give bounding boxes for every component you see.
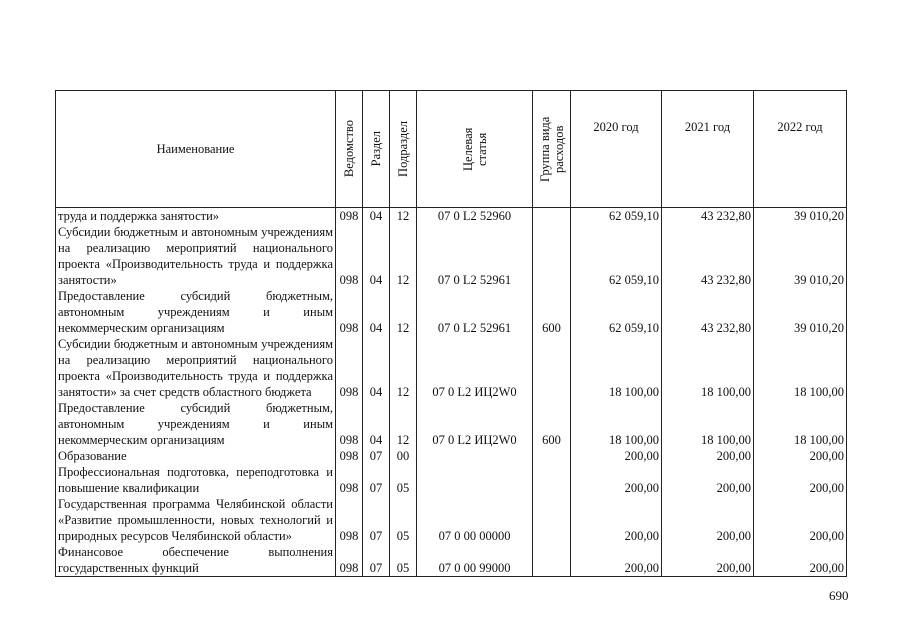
row-subsection: 12 bbox=[390, 224, 417, 288]
row-2020: 62 059,10 bbox=[571, 208, 662, 225]
table-row bbox=[56, 288, 847, 336]
row-group bbox=[533, 448, 571, 464]
row-subsection: 05 bbox=[390, 544, 417, 577]
header-2020 bbox=[571, 91, 662, 208]
table-row bbox=[56, 464, 847, 496]
row-name: Предоставление субсидий бюджетным, автономным учреждениям и иным некоммерческим организациям bbox=[56, 400, 336, 448]
row-2020: 18 100,00 bbox=[571, 400, 662, 448]
table-row bbox=[56, 224, 847, 288]
row-section: 04 bbox=[363, 400, 390, 448]
row-2021: 43 232,80 bbox=[662, 224, 754, 288]
row-dept: 098 bbox=[336, 544, 363, 577]
row-2022: 200,00 bbox=[754, 544, 847, 577]
row-target: 07 0 L2 ИЦ2W0 bbox=[417, 400, 533, 448]
row-group bbox=[533, 336, 571, 400]
row-group bbox=[533, 544, 571, 577]
row-2022: 200,00 bbox=[754, 448, 847, 464]
row-subsection: 12 bbox=[390, 288, 417, 336]
header-2020-label: 2020 год bbox=[593, 120, 639, 134]
header-section-label: Раздел bbox=[369, 131, 383, 167]
row-target: 07 0 00 00000 bbox=[417, 496, 533, 544]
header-subsection bbox=[390, 91, 417, 208]
row-target: 07 0 L2 ИЦ2W0 bbox=[417, 336, 533, 400]
row-section: 07 bbox=[363, 544, 390, 577]
row-2022: 18 100,00 bbox=[754, 400, 847, 448]
header-dept bbox=[336, 91, 363, 208]
row-2022: 39 010,20 bbox=[754, 208, 847, 225]
row-section: 07 bbox=[363, 464, 390, 496]
table-row bbox=[56, 544, 847, 577]
row-2020: 200,00 bbox=[571, 464, 662, 496]
row-section: 04 bbox=[363, 336, 390, 400]
row-dept: 098 bbox=[336, 336, 363, 400]
row-dept: 098 bbox=[336, 496, 363, 544]
row-subsection: 05 bbox=[390, 496, 417, 544]
row-section: 07 bbox=[363, 448, 390, 464]
row-subsection: 00 bbox=[390, 448, 417, 464]
row-name: Образование bbox=[56, 448, 336, 464]
row-dept: 098 bbox=[336, 288, 363, 336]
row-group bbox=[533, 224, 571, 288]
row-2020: 200,00 bbox=[571, 496, 662, 544]
row-name: труда и поддержка занятости» bbox=[56, 208, 336, 225]
row-2021: 200,00 bbox=[662, 544, 754, 577]
row-dept: 098 bbox=[336, 448, 363, 464]
row-target: 07 0 L2 52961 bbox=[417, 224, 533, 288]
row-2022: 39 010,20 bbox=[754, 288, 847, 336]
row-subsection: 12 bbox=[390, 336, 417, 400]
row-2022: 200,00 bbox=[754, 496, 847, 544]
table-row bbox=[56, 208, 847, 225]
row-2020: 18 100,00 bbox=[571, 336, 662, 400]
row-2022: 200,00 bbox=[754, 464, 847, 496]
row-2020: 200,00 bbox=[571, 544, 662, 577]
header-dept-label: Ведомство bbox=[342, 120, 356, 178]
header-subsection-label: Подраздел bbox=[396, 121, 410, 177]
table-row bbox=[56, 448, 847, 464]
row-name: Субсидии бюджетным и автономным учреждениям на реализацию мероприятий национального проекта «Производительность труда и поддержка занятости» bbox=[56, 224, 336, 288]
table-row bbox=[56, 400, 847, 448]
row-2021: 200,00 bbox=[662, 464, 754, 496]
header-2022-label: 2022 год bbox=[777, 120, 823, 134]
row-section: 07 bbox=[363, 496, 390, 544]
table-row bbox=[56, 336, 847, 400]
row-2020: 62 059,10 bbox=[571, 288, 662, 336]
header-name-label: Наименование bbox=[156, 142, 235, 156]
row-target bbox=[417, 448, 533, 464]
header-2021-label: 2021 год bbox=[684, 120, 731, 134]
row-target: 07 0 L2 52960 bbox=[417, 208, 533, 225]
row-target: 07 0 L2 52961 bbox=[417, 288, 533, 336]
row-2021: 43 232,80 bbox=[662, 208, 754, 225]
row-section: 04 bbox=[363, 288, 390, 336]
header-group-label: Группа вида расходов bbox=[537, 116, 566, 182]
header-section bbox=[363, 91, 390, 208]
header-target-label: Целевая статья bbox=[460, 127, 489, 171]
row-section: 04 bbox=[363, 224, 390, 288]
row-name: Субсидии бюджетным и автономным учреждениям на реализацию мероприятий национального проекта «Производительность труда и поддержка занятости» за счет средств областного бюджета bbox=[56, 336, 336, 400]
row-name: Финансовое обеспечение выполнения государственных функций bbox=[56, 544, 336, 577]
row-name: Предоставление субсидий бюджетным, автономным учреждениям и иным некоммерческим организациям bbox=[56, 288, 336, 336]
row-group bbox=[533, 208, 571, 225]
row-target: 07 0 00 99000 bbox=[417, 544, 533, 577]
row-subsection: 12 bbox=[390, 208, 417, 225]
row-dept: 098 bbox=[336, 208, 363, 225]
row-dept: 098 bbox=[336, 400, 363, 448]
row-2022: 18 100,00 bbox=[754, 336, 847, 400]
row-subsection: 12 bbox=[390, 400, 417, 448]
row-target bbox=[417, 464, 533, 496]
row-group: 600 bbox=[533, 288, 571, 336]
row-subsection: 05 bbox=[390, 464, 417, 496]
header-2022 bbox=[754, 91, 847, 208]
table-row bbox=[56, 496, 847, 544]
row-2021: 43 232,80 bbox=[662, 288, 754, 336]
row-group bbox=[533, 496, 571, 544]
table-header-row bbox=[56, 91, 847, 208]
row-2022: 39 010,20 bbox=[754, 224, 847, 288]
row-2021: 18 100,00 bbox=[662, 400, 754, 448]
row-2020: 200,00 bbox=[571, 448, 662, 464]
header-target bbox=[417, 91, 533, 208]
header-group bbox=[533, 91, 571, 208]
page-number: 690 bbox=[829, 588, 849, 603]
header-2021 bbox=[662, 91, 754, 208]
row-dept: 098 bbox=[336, 224, 363, 288]
row-2021: 18 100,00 bbox=[662, 336, 754, 400]
row-name: Профессиональная подготовка, переподготовка и повышение квалификации bbox=[56, 464, 336, 496]
row-2021: 200,00 bbox=[662, 496, 754, 544]
row-section: 04 bbox=[363, 208, 390, 225]
row-group bbox=[533, 464, 571, 496]
budget-table bbox=[55, 90, 847, 577]
row-2020: 62 059,10 bbox=[571, 224, 662, 288]
row-2021: 200,00 bbox=[662, 448, 754, 464]
header-name bbox=[56, 91, 336, 208]
row-dept: 098 bbox=[336, 464, 363, 496]
row-group: 600 bbox=[533, 400, 571, 448]
row-name: Государственная программа Челябинской области «Развитие промышленности, новых технологий и природных ресурсов Челябинской области» bbox=[56, 496, 336, 544]
